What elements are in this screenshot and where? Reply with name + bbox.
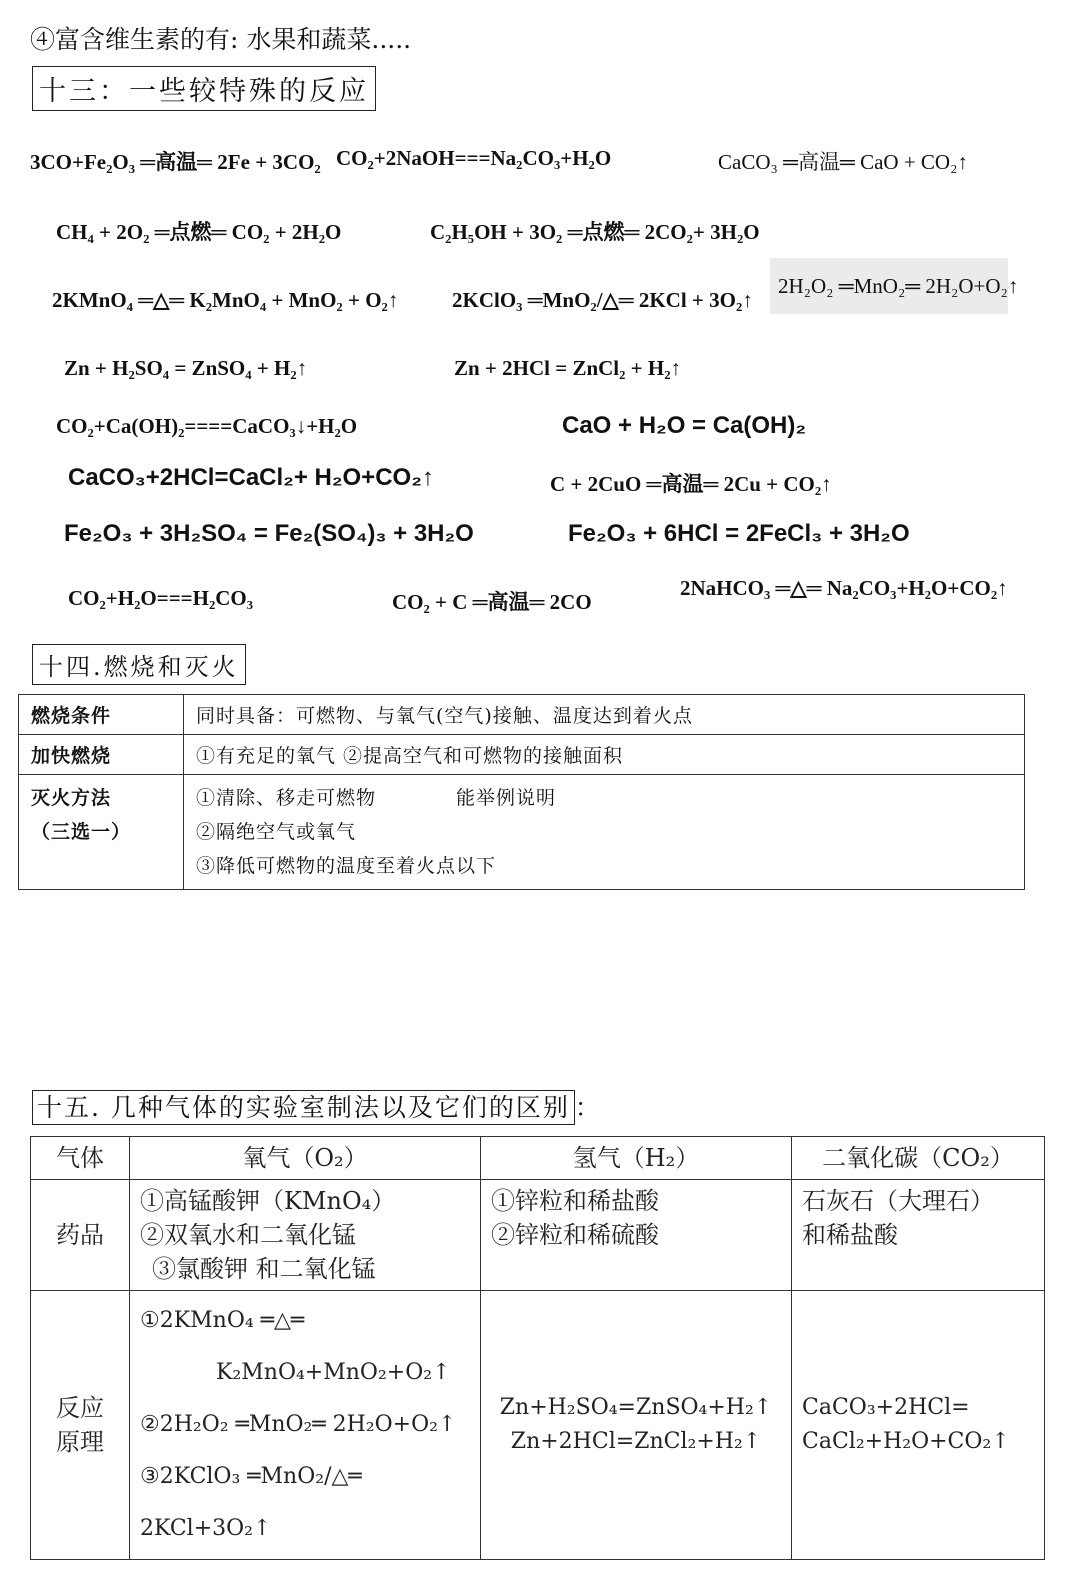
row-head: 燃烧条件	[19, 695, 184, 735]
equation: CO₂+Ca(OH)₂====CaCO₃↓+H₂O	[56, 414, 358, 438]
equation: 2KClO₃ ═MnO₂/△═ 2KCl + 3O₂↑	[452, 288, 753, 312]
row-content: ①有充足的氧气 ②提高空气和可燃物的接触面积	[184, 735, 1025, 775]
cell: ①高锰酸钾（KMnO₄） ②双氧水和二氧化锰 ③氯酸钾 和二氧化锰	[130, 1180, 481, 1291]
equation: Fe₂O₃ + 6HCl = 2FeCl₃ + 3H₂O	[568, 520, 910, 547]
equation: C + 2CuO ═高温═ 2Cu + CO₂↑	[550, 472, 832, 496]
equation: CaO + H₂O = Ca(OH)₂	[562, 412, 807, 439]
equation: 3CO+Fe₂O₃ ═高温═ 2Fe + 3CO₂	[30, 150, 321, 174]
table-row	[19, 735, 1025, 775]
equation: 2NaHCO₃ ═△═ Na₂CO₃+H₂O+CO₂↑	[680, 576, 1008, 600]
table-row	[19, 775, 1025, 890]
equation-highlighted: 2H₂O₂ ═MnO₂═ 2H₂O+O₂↑	[770, 258, 1008, 314]
equation: Fe₂O₃ + 3H₂SO₄ = Fe₂(SO₄)₃ + 3H₂O	[64, 520, 474, 547]
row-head	[19, 775, 184, 890]
section15-heading: 十五. 几种气体的实验室制法以及它们的区别 ：	[32, 1088, 600, 1124]
section15-title: 十五. 几种气体的实验室制法以及它们的区别	[32, 1090, 575, 1125]
equation: CO₂ + C ═高温═ 2CO	[392, 590, 592, 614]
content-line: ①清除、移走可燃物 能举例说明	[196, 787, 557, 809]
row-content	[184, 775, 1025, 890]
header-cell: 二氧化碳（CO₂）	[792, 1137, 1045, 1180]
row-head-line: （三选一）	[31, 821, 132, 843]
intro-line: ④富含维生素的有: 水果和蔬菜.....	[30, 25, 412, 54]
header-cell: 氧气（O₂）	[130, 1137, 481, 1180]
equation: CaCO₃+2HCl=CaCl₂+ H₂O+CO₂↑	[68, 464, 434, 491]
cell: CaCO₃+2HCl= CaCl₂+H₂O+CO₂↑	[792, 1291, 1045, 1560]
cell: ①2KMnO₄ ═△═ K₂MnO₄+MnO₂+O₂↑ ②2H₂O₂ ═MnO₂═ 2H₂O+O₂↑ ③2KClO₃ ═MnO₂/△═ 2KCl+3O₂↑	[130, 1291, 481, 1560]
table-row	[31, 1180, 1045, 1291]
header-cell: 气体	[31, 1137, 130, 1180]
row-label: 药品	[31, 1180, 130, 1291]
table-row	[31, 1291, 1045, 1560]
equation: 2KMnO₄ ═△═ K₂MnO₄ + MnO₂ + O₂↑	[52, 288, 399, 312]
note: 能举例说明	[456, 787, 557, 809]
content-line: ②隔绝空气或氧气	[196, 821, 357, 843]
combustion-table	[18, 694, 1025, 890]
equation: CaCO₃ ═高温═ CaO + CO₂↑	[718, 150, 968, 174]
header-cell: 氢气（H₂）	[481, 1137, 792, 1180]
section14-title: 十四.燃烧和灭火	[32, 644, 246, 685]
equation: Zn + 2HCl = ZnCl₂ + H₂↑	[454, 356, 682, 380]
row-label: 反应 原理	[31, 1291, 130, 1560]
equation: C₂H₅OH + 3O₂ ═点燃═ 2CO₂+ 3H₂O	[430, 220, 760, 244]
equation: CO₂+2NaOH===Na₂CO₃+H₂O	[336, 146, 612, 170]
cell: ①锌粒和稀盐酸 ②锌粒和稀硫酸	[481, 1180, 792, 1291]
row-head-line: 灭火方法	[31, 787, 112, 809]
gas-prep-table	[30, 1136, 1045, 1560]
table-row	[19, 695, 1025, 735]
row-content: 同时具备：可燃物、与氧气(空气)接触、温度达到着火点	[184, 695, 1025, 735]
equation: CO₂+H₂O===H₂CO₃	[68, 586, 254, 610]
equation: Zn + H₂SO₄ = ZnSO₄ + H₂↑	[64, 356, 308, 380]
table-header-row	[31, 1137, 1045, 1180]
row-head: 加快燃烧	[19, 735, 184, 775]
content-line: ③降低可燃物的温度至着火点以下	[196, 855, 497, 877]
equation: CH₄ + 2O₂ ═点燃═ CO₂ + 2H₂O	[56, 220, 342, 244]
cell: Zn+H₂SO₄=ZnSO₄+H₂↑ Zn+2HCl=ZnCl₂+H₂↑	[481, 1291, 792, 1560]
section13-title: 十三：一些较特殊的反应	[32, 66, 376, 111]
cell: 石灰石（大理石） 和稀盐酸	[792, 1180, 1045, 1291]
